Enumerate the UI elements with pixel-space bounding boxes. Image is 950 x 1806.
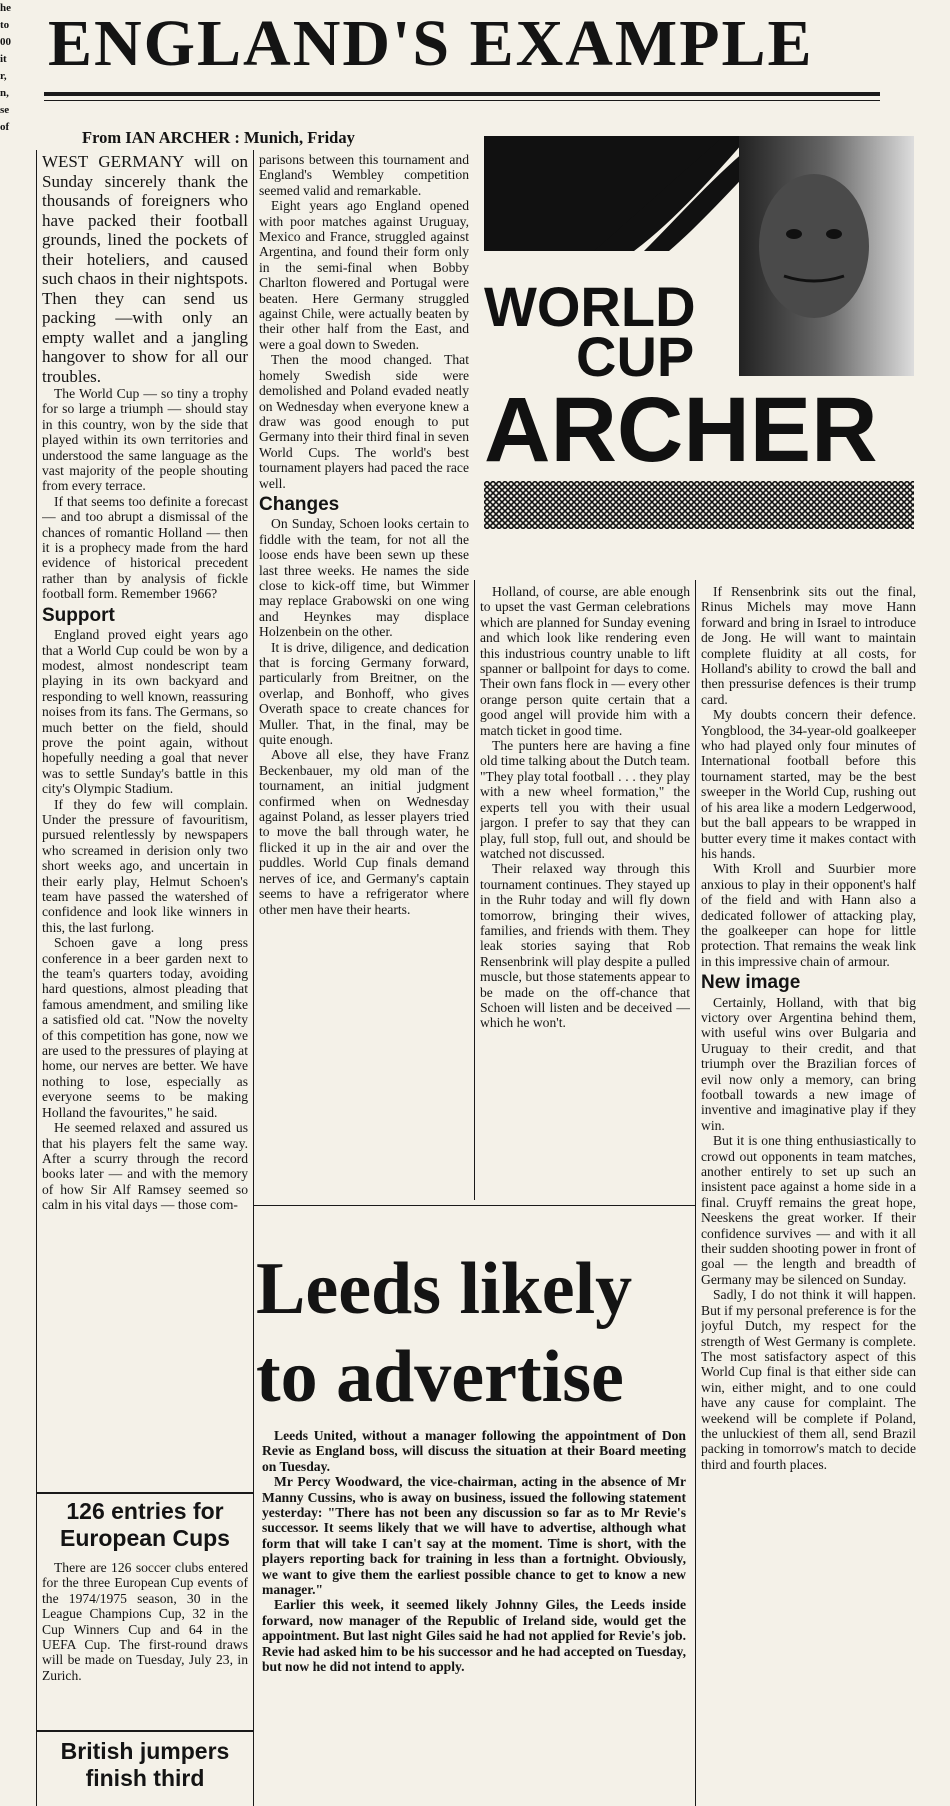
body-paragraph: On Sunday, Schoen looks certain to fiddle with the team, for not all the loose ends have been sewn up these last three weeks. He names the side close to kick-off time, but Wimmer may replace Grabowski on one wing and Heynkes may displace Holzenbein on the other. xyxy=(259,516,469,640)
hatched-band xyxy=(484,481,914,529)
body-paragraph: Above all else, they have Franz Beckenbauer, my old man of the tournament, an initial judgment confirmed when on Wednesday against Poland, as lesser players tried to move the ball through water, he flicked it up in the air and over the puddles. World Cup finals demand nerves of ice, and Germany's captain seems to have a refrigerator where other men have their hearts. xyxy=(259,747,469,917)
body-paragraph: The punters here are having a fine old time talking about the Dutch team. "They play total football . . . they play with a new wheel formation," the experts tell you with their usual jargon. I prefer to say that they can play, full stop, full out, and should be watched not discussed. xyxy=(480,738,690,861)
body-paragraph: Their relaxed way through this tournament continues. They stayed up in the Ruhr today and will fly down tomorrow, bringing their wives, families, and friends with them. They leak stories saying that Rob Rensenbrink will play despite a pulled muscle, but those statements appear to be made on the off-chance that Schoen will listen and be deceived — which he won't. xyxy=(480,861,690,1031)
body-paragraph: parisons between this tournament and England's Wembley competition seemed valid and remarkable. xyxy=(259,152,469,198)
subhead-support: Support xyxy=(42,604,115,626)
body-paragraph: Sadly, I do not think it will happen. But if my personal preference is for the joyful Dutch, my respect for the strength of West Germany is complete. The most satisfactory aspect of this World Cup final is that either side can win, either might, and to one could have any cause for complaint. The weekend will be complete if Poland, the unluckiest of them all, send Brazil packing in tomorrow's match to decide third and fourth places. xyxy=(701,1287,916,1472)
lede-paragraph: WEST GERMANY will on Sunday sincerely thank the thousands of foreigners who have packed their football grounds, lined the pockets of their hoteliers, and caused such chaos in their nightspots. Then they can send us packing —with only an empty wallet and a jangling hangover to show for all our troubles. xyxy=(42,152,248,386)
body-paragraph: If Rensenbrink sits out the final, Rinus Michels may move Hann forward and bring in Israel to introduce de Jong. He will want to maintain complete fluidity at all costs, for Holland's ability to crowd the ball and then pressurise defences is their trump card. xyxy=(701,584,916,707)
archer-word: ARCHER xyxy=(484,379,878,481)
headline-rule xyxy=(44,92,880,96)
body-paragraph: It is drive, diligence, and dedication that is forcing Germany forward, particularly from Breitner, on the overlap, and Bonhoff, who gives Overath space to create chances for Muller. That, in the final, may be quite enough. xyxy=(259,639,469,748)
cups-body: There are 126 soccer clubs entered for the three European Cup events of the 1974/1975 season, 30 in the League Champions Cup, 32 in the Cup Winners Cup and 64 in the UEFA Cup. The first-round draws will be made on Tuesday, July 23, in Zurich. xyxy=(42,1560,248,1683)
column-rule xyxy=(36,150,37,1806)
cups-headline: 126 entries for European Cups xyxy=(60,1498,230,1551)
body-paragraph: Eight years ago England opened with poor matches against Uruguay, Mexico and France, struggled against Argentina, and found their form only in the semi-final when Bobby Charlton flowered and Portugal were beaten. Here Germany struggled against Chile, were actually beaten by their other half from the East, and were a goal down to Sweden. xyxy=(259,198,469,352)
article-column-4 xyxy=(701,584,916,1806)
body-paragraph: He seemed relaxed and assured us that his players felt the same way. After a scurry through the record books later — and with the memory of how Sir Alf Ramsey seemed so calm in his vital days — those com- xyxy=(42,1120,248,1213)
leeds-paragraph: Mr Percy Woodward, the vice-chairman, acting in the absence of Mr Manny Cussins, who is away on business, issued the following statement yesterday: "There has not been any discussion so far as to Mr Revie's successor. It seems likely that we will have to advertise, although what form that will take I can't say at the moment. Time is short, with the players reporting back for training in less than a fortnight. Obviously, we want to give them the earliest possible chance to get to know a new manager." xyxy=(262,1474,686,1598)
body-paragraph: But it is one thing enthusiastically to crowd out opponents in team matches, another entirely to set up such an insistent pace against a home side in a final. Cruyff remains the great hope, Neeskens the great worker. If their confidence survives — and with it all their sudden shooting power in front of goal — the length and breadth of Germany may be silenced on Sunday. xyxy=(701,1133,916,1287)
body-paragraph: With Kroll and Suurbier more anxious to play in their opponent's half of the field and with Hann also a dedicated follower of attacking play, the goalkeeper can hope for little protection. That remains the weak link in this impressive chain of armour. xyxy=(701,861,916,969)
european-cups-brief xyxy=(42,1498,248,1724)
leeds-paragraph: Leeds United, without a manager following the appointment of Don Revie as England boss, will discuss the situation at their Board meeting on Tuesday. xyxy=(262,1428,686,1474)
world-word: WORLD xyxy=(484,275,696,338)
body-paragraph: Holland, of course, are able enough to upset the vast German celebrations which are planned for Sunday evening and which look like rendering even this industrious country unable to lift spanner or ballpoint for days to come. Their own fans flock in — every other orange person quite certain that a good angel will provide him with a match ticket in good time. xyxy=(480,584,690,738)
body-paragraph: My doubts concern their defence. Yongblood, the 34-year-old goalkeeper who had played only four minutes of International football before this tournament started, may be the best sweeper in the World Cup, rushing out of his area like a modern Ledgerwood, but the ball appears to be wrapped in butter every time it makes contact with his hands. xyxy=(701,707,916,861)
leeds-box-rule xyxy=(253,1205,695,1206)
headline-rule-thin xyxy=(44,100,880,101)
leeds-headline: Leeds likely to advertise xyxy=(256,1248,633,1418)
body-paragraph: Schoen gave a long press conference in a beer garden next to the team's quarters today, avoiding hard questions, almost pleading that famous amendment, and smiling like a satisfied old cat. "Now the novelty of this competition has gone, now we are used to the pressures of playing at home, our nerves are better. We have nothing to lose, especially as everyone seems to be making Holland the favourites," he said. xyxy=(42,935,248,1120)
byline: From IAN ARCHER : Munich, Friday xyxy=(82,128,355,147)
column-rule xyxy=(253,150,254,1806)
column-rule xyxy=(474,580,475,1200)
body-paragraph: England proved eight years ago that a World Cup could be won by a modest, almost nondescript team playing in its own backyard and responding to well known, reassuring noises from its fans. The Germans, so much better on the field, should prove the point again, without hopefully needing a goal that never was to settle Sunday's battle in this city's Olympic Stadium. xyxy=(42,627,248,797)
world-cup-archer-graphic xyxy=(484,136,914,566)
body-paragraph: If that seems too definite a forecast — and too abrupt a dismissal of the chances of romantic Holland — then it is a prophecy made from the hard evidence of historical precedent rather than by analysis of fickle football form. Remember 1966? xyxy=(42,493,248,602)
jumpers-headline: British jumpers finish third xyxy=(60,1738,230,1791)
leeds-article xyxy=(262,1428,686,1806)
section-rule xyxy=(36,1730,253,1732)
world-cup-archer-logo xyxy=(484,136,914,566)
body-paragraph: Then the mood changed. That homely Swedish side were demolished and Poland evaded neatly on Wednesday when everyone knew a draw was good enough to put Germany into their third final in seven World Cups. The world's best tournament players had paced the race well. xyxy=(259,352,469,491)
jumpers-brief xyxy=(42,1738,248,1806)
subhead-changes: Changes xyxy=(259,493,340,515)
article-column-1 xyxy=(42,152,248,1488)
body-paragraph: If they do few will complain. Under the pressure of favouritism, pursued relentlessly by newspapers who screamed in derision only two short weeks ago, and uncertain in their early play, Helmut Schoen's team have passed the watershed of confidence and look like winners in this, the last furlong. xyxy=(42,796,248,935)
clipped-margin-text: he to 00 it r, n, se of xyxy=(0,2,11,133)
section-rule xyxy=(36,1492,253,1494)
leeds-paragraph: Earlier this week, it seemed likely Johnny Giles, the Leeds inside forward, now manager of the Republic of Ireland side, would get the appointment. But last night Giles said he had not applied for Revie's job. Revie had asked him to be his successor and he had accepted on Tuesday, but now he did not intend to apply. xyxy=(262,1597,686,1675)
subhead-new-image: New image xyxy=(701,972,801,994)
body-paragraph: The World Cup — so tiny a trophy for so large a triumph — should stay in this country, won by the side that played within its own territories and understood the same language as the vast majority of the people shouting from every terrace. xyxy=(42,386,248,494)
article-column-3 xyxy=(480,584,690,1200)
article-column-2 xyxy=(259,152,469,1200)
cup-word: CUP xyxy=(576,325,695,388)
body-paragraph: Certainly, Holland, with that big victory over Argentina behind them, with useful wins over Bulgaria and Uruguay to their credit, and that triumph over the Brazilian forces of evil now only a memory, can bring football towards a new image of inventive and imaginative play if they win. xyxy=(701,994,916,1133)
column-rule xyxy=(695,580,696,1806)
page-headline: ENGLAND'S EXAMPLE xyxy=(48,7,814,80)
